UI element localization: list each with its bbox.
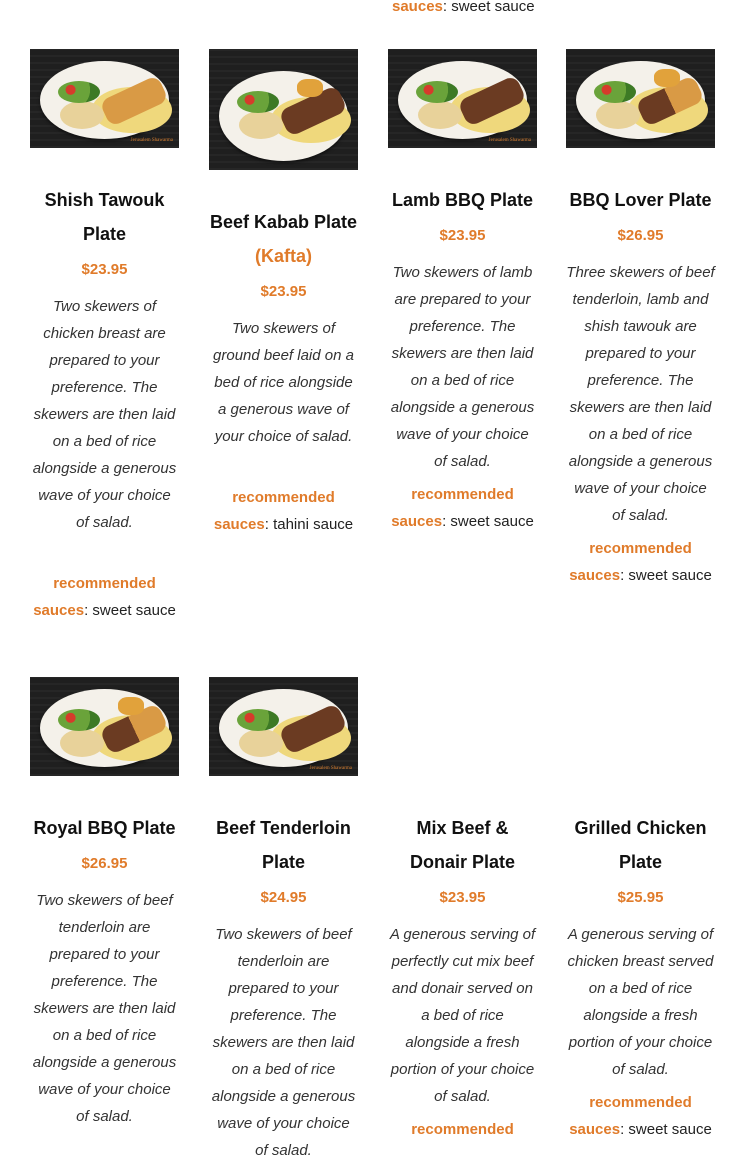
plate-graphic <box>219 689 348 767</box>
sauce-value: sweet sauce <box>450 513 534 530</box>
menu-item-card[interactable] <box>30 49 179 624</box>
sauce-label: recommended sauces <box>213 489 335 533</box>
dish-name: Lamb BBQ Plate <box>391 190 534 210</box>
sauce-label: recommended sauces <box>569 540 692 584</box>
dish-price: $24.95 <box>260 889 307 906</box>
dish-price: $23.95 <box>81 261 128 278</box>
hummus-graphic <box>239 729 283 757</box>
menu-item-card[interactable] <box>566 49 715 589</box>
dish-photo[interactable] <box>209 49 358 170</box>
plate-graphic <box>40 689 169 767</box>
sauce-label: recommended <box>411 1121 514 1138</box>
menu-item-card[interactable] <box>209 49 358 538</box>
dish-description: Two skewers of ground beef laid on a bed of rice alongside a generous wave of your choice of salad. <box>213 320 354 445</box>
sauce-value: sweet sauce <box>628 1121 712 1138</box>
potato-graphic <box>118 697 144 715</box>
menu-item-card[interactable] <box>209 677 358 1164</box>
sauce-label: recommended sauces <box>569 1094 692 1138</box>
dish-photo[interactable] <box>30 49 179 148</box>
dish-name: Royal BBQ Plate <box>33 818 176 838</box>
dish-description: A generous serving of perfectly cut mix beef and donair served on a bed of rice alongside a fresh portion of your choice of salad. <box>389 926 536 1105</box>
recommended-sauces: recommended sauces: sweet sauce <box>391 486 534 530</box>
dish-name: Grilled Chicken Plate <box>574 818 707 872</box>
hummus-graphic <box>60 729 104 757</box>
sauce-value: sweet sauce <box>451 0 535 15</box>
dish-name: Mix Beef & Donair Plate <box>409 818 516 872</box>
photo-logo: Jerusalem Shawarma <box>130 138 173 143</box>
dish-price: $23.95 <box>439 889 486 906</box>
dish-description: Two skewers of lamb are prepared to your preference. The skewers are then laid on a bed of rice alongside a generous wave of your choice of salad. <box>390 264 535 470</box>
plate-graphic <box>398 61 527 139</box>
salad-graphic <box>237 91 279 113</box>
plate-graphic <box>576 61 705 139</box>
plate-graphic <box>40 61 169 139</box>
dish-description: Three skewers of beef tenderloin, lamb and shish tawouk are prepared to your preference. The skewers are then laid on a bed of rice alongside a generous wave of your choice of salad. <box>566 264 715 524</box>
hummus-graphic <box>596 101 640 129</box>
sauce-label: sauces <box>392 0 443 15</box>
sauce-label: recommended sauces <box>391 486 514 530</box>
dish-photo[interactable] <box>388 49 537 148</box>
previous-item-sauce: sauces: sweet sauce <box>392 0 535 15</box>
recommended-sauces: recommended sauces: sweet sauce <box>569 1094 712 1138</box>
hummus-graphic <box>239 111 283 139</box>
menu-item-card[interactable] <box>30 677 179 1130</box>
dish-price: $26.95 <box>617 227 664 244</box>
recommended-sauces: recommended sauces: tahini sauce <box>213 489 354 533</box>
salad-graphic <box>58 81 100 103</box>
plate-graphic <box>219 71 348 161</box>
dish-price: $26.95 <box>81 855 128 872</box>
recommended-sauces <box>388 1116 537 1143</box>
menu-item-card[interactable] <box>388 677 537 1143</box>
recommended-sauces: recommended sauces: sweet sauce <box>569 540 712 584</box>
dish-photo[interactable] <box>30 677 179 776</box>
potato-graphic <box>654 69 680 87</box>
dish-photo[interactable] <box>566 49 715 148</box>
dish-name-text: Beef Kabab Plate <box>209 212 358 232</box>
hummus-graphic <box>418 101 462 129</box>
salad-graphic <box>594 81 636 103</box>
dish-name: Shish Tawouk Plate <box>44 190 165 244</box>
dish-description: Two skewers of beef tenderloin are prepared to your preference. The skewers are then laid on a bed of rice alongside a generous wave of your choice of salad. <box>211 926 356 1159</box>
dish-price: $23.95 <box>439 227 486 244</box>
menu-item-card[interactable] <box>388 49 537 535</box>
photo-logo: Jerusalem Shawarma <box>488 138 531 143</box>
recommended-sauces: recommended sauces: sweet sauce <box>33 575 176 619</box>
hummus-graphic <box>60 101 104 129</box>
dish-name: Beef Tenderloin Plate <box>216 818 351 872</box>
dish-photo[interactable] <box>209 677 358 776</box>
menu-item-card[interactable] <box>566 677 715 1143</box>
photo-logo: Jerusalem Shawarma <box>309 766 352 771</box>
dish-description: Two skewers of beef tenderloin are prepared to your preference. The skewers are then laid on a bed of rice alongside a generous wave of your choice of salad. <box>32 892 177 1125</box>
salad-graphic <box>416 81 458 103</box>
salad-graphic <box>58 709 100 731</box>
dish-description: A generous serving of chicken breast served on a bed of rice alongside a fresh portion of your choice of salad. <box>567 926 714 1078</box>
dish-price: $25.95 <box>617 889 664 906</box>
sauce-label: recommended sauces <box>33 575 156 619</box>
dish-price: $23.95 <box>260 283 307 300</box>
dish-description: Two skewers of chicken breast are prepared to your preference. The skewers are then laid on a bed of rice alongside a generous wave of your choice of salad. <box>32 298 177 531</box>
sauce-value: tahini sauce <box>273 516 354 533</box>
salad-graphic <box>237 709 279 731</box>
sauce-value: sweet sauce <box>628 567 712 584</box>
dish-name: BBQ Lover Plate <box>569 190 712 210</box>
potato-graphic <box>297 79 323 97</box>
sauce-value: sweet sauce <box>92 602 176 619</box>
dish-name-accent: (Kafta) <box>255 246 312 266</box>
dish-name <box>209 205 358 273</box>
